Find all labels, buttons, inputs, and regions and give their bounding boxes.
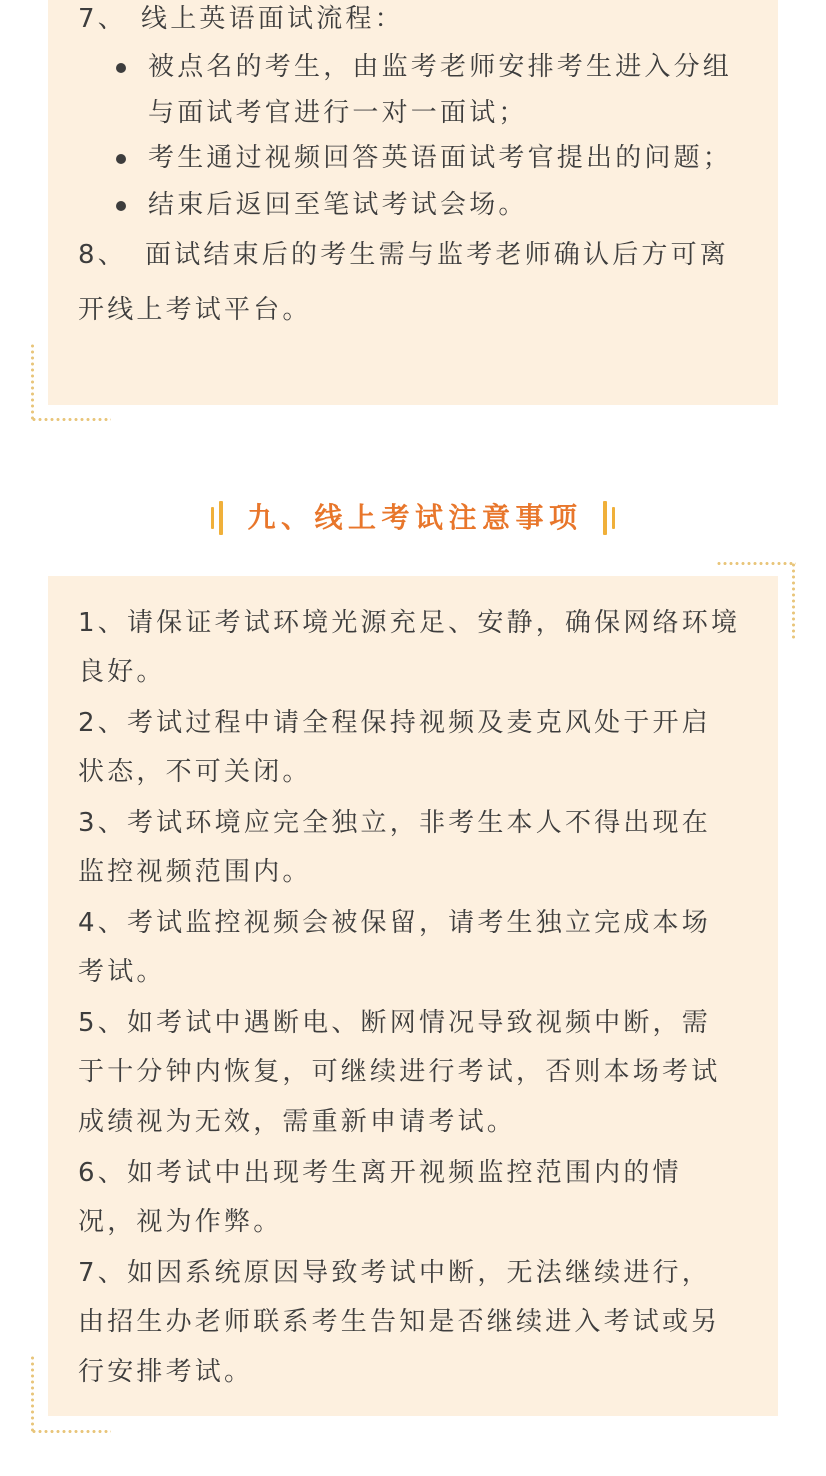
section-title: 九、线上考试注意事项 — [247, 501, 583, 534]
bullet-text: 考生通过视频回答英语面试考官提出的问题； — [148, 143, 733, 173]
notice-line: 于十分钟内恢复，可继续进行考试，否则本场考试 — [78, 1057, 721, 1087]
list-item-text: 线上英语面试流程： — [141, 4, 404, 34]
decorative-dotted-border — [716, 562, 796, 565]
notice-line: 由招生办老师联系考生告知是否继续进入考试或另 — [78, 1307, 721, 1337]
decorative-bar-icon — [612, 507, 615, 529]
notice-line: 3、考试环境应完全独立，非考生本人不得出现在 — [78, 808, 711, 838]
list-item-number: 7、 — [78, 4, 127, 34]
notice-line: 5、如考试中遇断电、断网情况导致视频中断，需 — [78, 1008, 711, 1038]
bullet-icon — [116, 201, 126, 211]
notice-line: 6、如考试中出现考生离开视频监控范围内的情 — [78, 1158, 682, 1188]
bullet-icon — [116, 154, 126, 164]
notice-line: 行安排考试。 — [78, 1357, 254, 1387]
decorative-dotted-border — [31, 418, 111, 421]
notice-line: 良好。 — [78, 657, 166, 687]
list-item-text: 面试结束后的考生需与监考老师确认后方可离 — [145, 240, 730, 270]
bullet-icon — [116, 63, 126, 73]
decorative-dotted-border — [31, 343, 34, 421]
notice-line: 4、考试监控视频会被保留，请考生独立完成本场 — [78, 908, 711, 938]
notice-line: 成绩视为无效，需重新申请考试。 — [78, 1107, 517, 1137]
section-card-notes — [48, 576, 778, 1416]
notice-line: 状态，不可关闭。 — [78, 757, 312, 787]
notice-line: 2、考试过程中请全程保持视频及麦克风处于开启 — [78, 708, 711, 738]
bullet-text: 与面试考官进行一对一面试； — [148, 98, 528, 128]
decorative-dotted-border — [31, 1355, 34, 1433]
decorative-bar-icon — [219, 501, 223, 535]
bullet-text: 被点名的考生，由监考老师安排考生进入分组 — [148, 52, 733, 82]
decorative-dotted-border — [31, 1430, 111, 1433]
notice-line: 1、请保证考试环境光源充足、安静，确保网络环境 — [78, 608, 741, 638]
decorative-bar-icon — [603, 501, 607, 535]
section-heading — [0, 496, 826, 540]
notice-line: 监控视频范围内。 — [78, 857, 312, 887]
notice-line: 况，视为作弊。 — [78, 1207, 283, 1237]
bullet-text: 结束后返回至笔试考试会场。 — [148, 190, 528, 220]
list-item-number: 8、 — [78, 240, 127, 270]
notice-line: 7、如因系统原因导致考试中断，无法继续进行， — [78, 1258, 711, 1288]
notice-line: 考试。 — [78, 957, 166, 987]
decorative-bar-icon — [211, 507, 214, 529]
list-item-text: 开线上考试平台。 — [78, 295, 312, 325]
decorative-dotted-border — [792, 562, 795, 640]
